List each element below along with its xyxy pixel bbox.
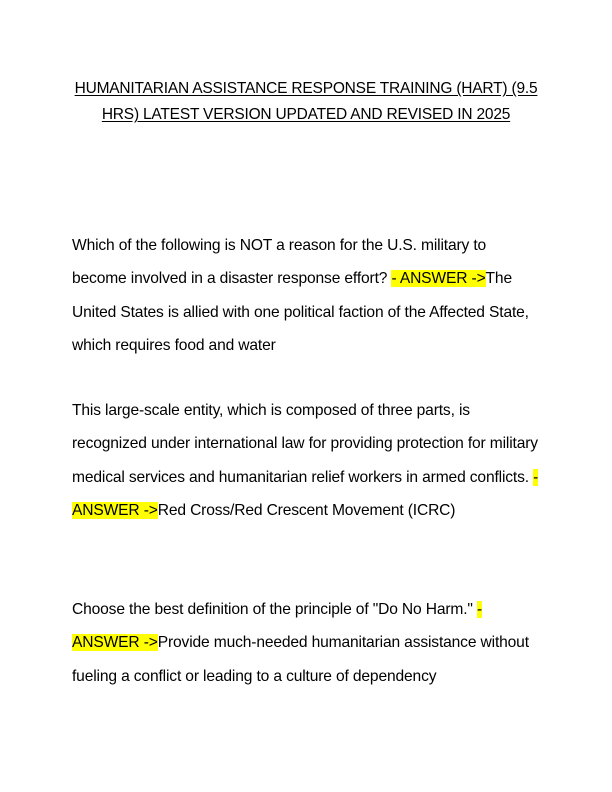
answer-text: Red Cross/Red Crescent Movement (ICRC) <box>157 502 456 520</box>
answer-text: Provide much-needed humanitarian assistance without fueling a conflict or leading to a culture of dependency <box>72 634 529 685</box>
qa-item <box>72 394 544 528</box>
answer-marker: - ANSWER -> <box>391 270 486 288</box>
answer-marker: - ANSWER -> <box>72 601 483 652</box>
question-text: Choose the best definition of the principle of "Do No Harm." <box>72 601 477 618</box>
question-text: Which of the following is NOT a reason for the U.S. military to become involved in a disaster response effort? <box>72 237 487 288</box>
qa-item <box>72 229 544 363</box>
answer-marker: - ANSWER -> <box>72 468 539 520</box>
answer-text: The United States is allied with one political faction of the Affected State, which requires food and water <box>72 270 529 355</box>
question-text: This large-scale entity, which is composed of three parts, is recognized under international law for providing protection for military medical services and humanitarian relief workers in armed conflicts. <box>72 402 538 486</box>
qa-item <box>72 593 544 693</box>
document-title: HUMANITARIAN ASSISTANCE RESPONSE TRAINING (HART) (9.5 HRS) LATEST VERSION UPDATED AND REVISED IN 2025 <box>74 80 538 123</box>
